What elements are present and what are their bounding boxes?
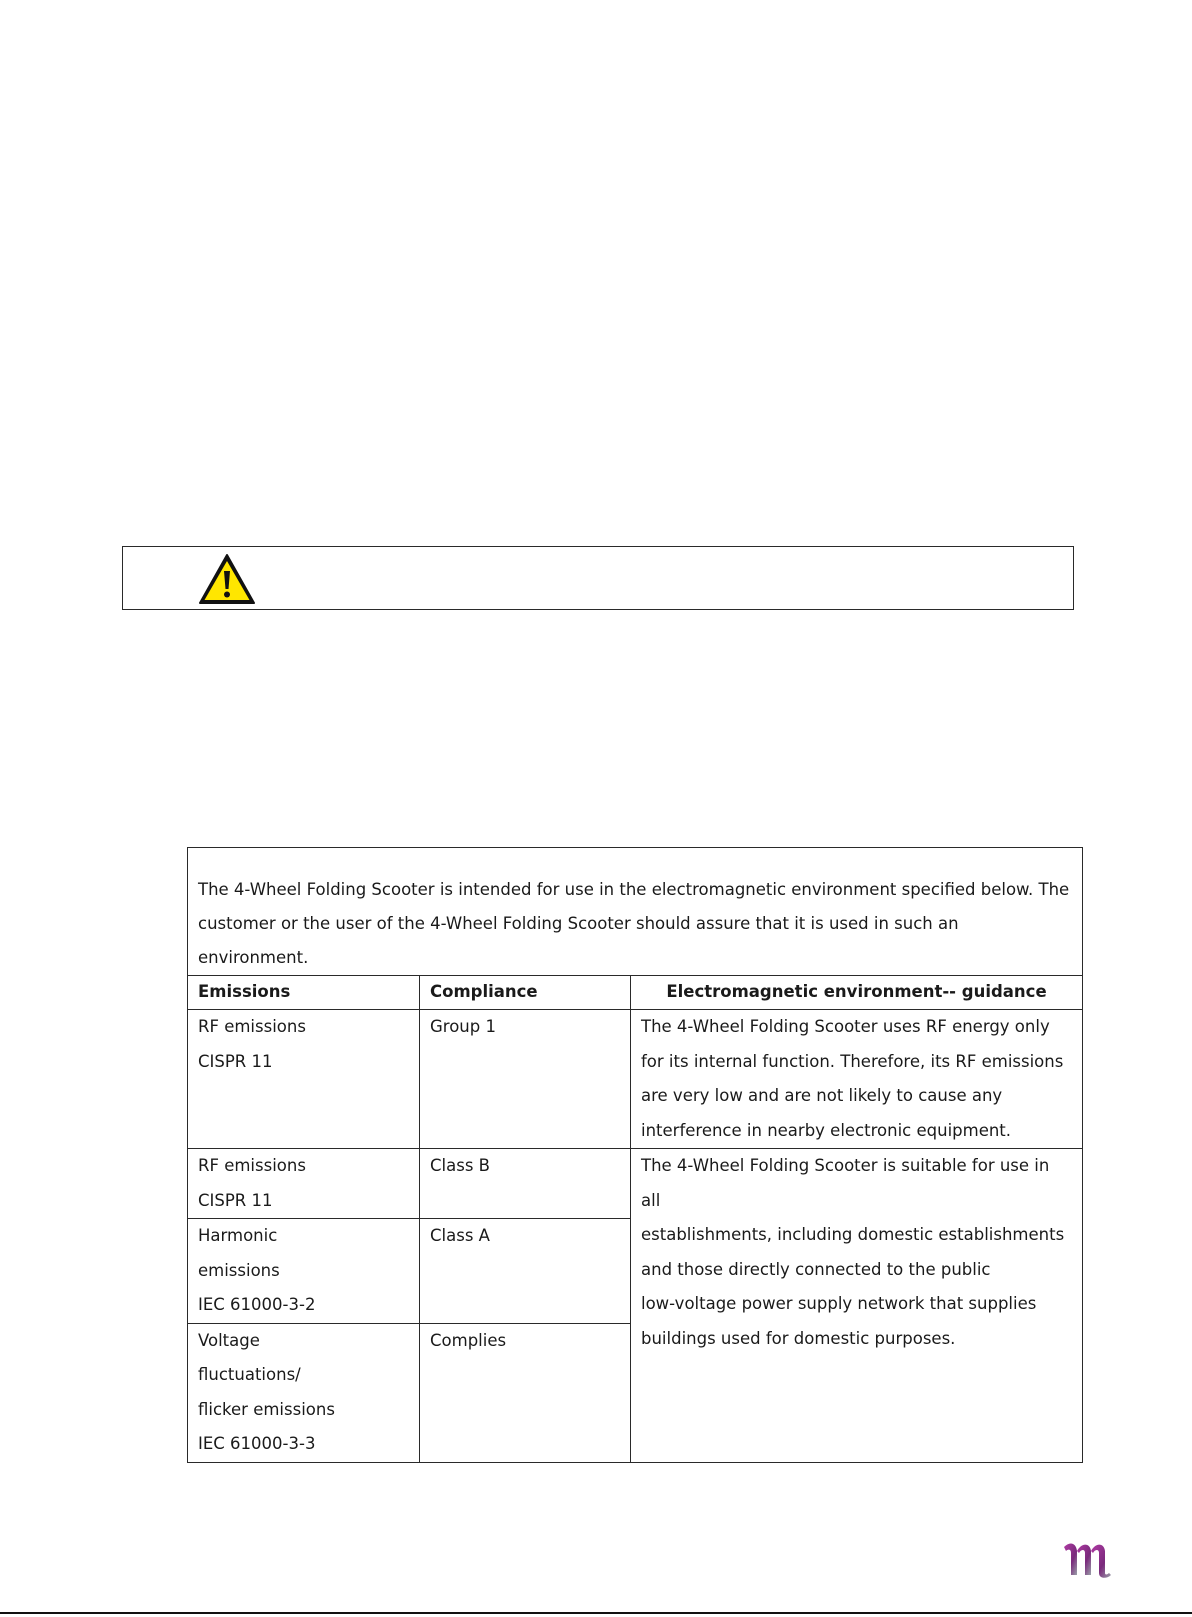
guidance-line: interference in nearby electronic equipment. [641, 1120, 1012, 1140]
compliance-cell: Group 1 [420, 1010, 631, 1149]
emissions-line: IEC 61000-3-3 [198, 1434, 316, 1453]
guidance-line: and those directly connected to the public [641, 1259, 991, 1279]
emissions-line: CISPR 11 [198, 1190, 273, 1210]
intro-line: The 4-Wheel Folding Scooter is intended for use in the electromagnetic environment specified below. The [198, 880, 1070, 899]
header-compliance: Compliance [420, 976, 631, 1010]
warning-triangle-icon [197, 552, 257, 606]
guidance-cell [631, 1010, 1083, 1149]
emissions-line: flicker emissions [198, 1399, 335, 1419]
header-row [188, 976, 1083, 1010]
emissions-line: fluctuations/ [198, 1365, 301, 1384]
guidance-line: low-voltage power supply network that supplies [641, 1294, 1037, 1313]
guidance-cell [631, 1149, 1083, 1463]
emissions-line: IEC 61000-3-2 [198, 1295, 316, 1314]
header-emissions: Emissions [188, 976, 420, 1010]
emissions-line: RF emissions [198, 1017, 306, 1036]
page-bottom-rule [0, 1612, 1192, 1614]
header-guidance: Electromagnetic environment-- guidance [631, 976, 1083, 1010]
emissions-cell [188, 1323, 420, 1462]
compliance-cell: Complies [420, 1323, 631, 1462]
emissions-line: emissions [198, 1260, 280, 1280]
warning-box [122, 546, 1074, 610]
guidance-line: buildings used for domestic purposes. [641, 1328, 956, 1348]
guidance-line: for its internal function. Therefore, its RF emissions [641, 1051, 1064, 1071]
compliance-cell: Class A [420, 1219, 631, 1324]
guidance-line: are very low and are not likely to cause any [641, 1086, 1003, 1105]
intro-row [188, 848, 1083, 976]
table-row [188, 1010, 1083, 1149]
emissions-line: Voltage [198, 1330, 260, 1350]
guidance-line: establishments, including domestic establishments [641, 1225, 1065, 1244]
guidance-line: The 4-Wheel Folding Scooter uses RF energy only [641, 1017, 1050, 1036]
intro-line: customer or the user of the 4-Wheel Folding Scooter should assure that it is used in such an environment. [198, 914, 959, 967]
brand-m-logo-icon [1060, 1537, 1118, 1579]
intro-cell [188, 848, 1083, 976]
emissions-cell [188, 1149, 420, 1219]
table-row [188, 1149, 1083, 1219]
emissions-line: RF emissions [198, 1156, 306, 1175]
emissions-line: Harmonic [198, 1226, 278, 1245]
emissions-table [187, 847, 1083, 1463]
compliance-cell: Class B [420, 1149, 631, 1219]
emissions-cell [188, 1219, 420, 1324]
emissions-line: CISPR 11 [198, 1051, 273, 1071]
guidance-line: The 4-Wheel Folding Scooter is suitable for use in all [641, 1156, 1050, 1210]
emissions-cell [188, 1010, 420, 1149]
